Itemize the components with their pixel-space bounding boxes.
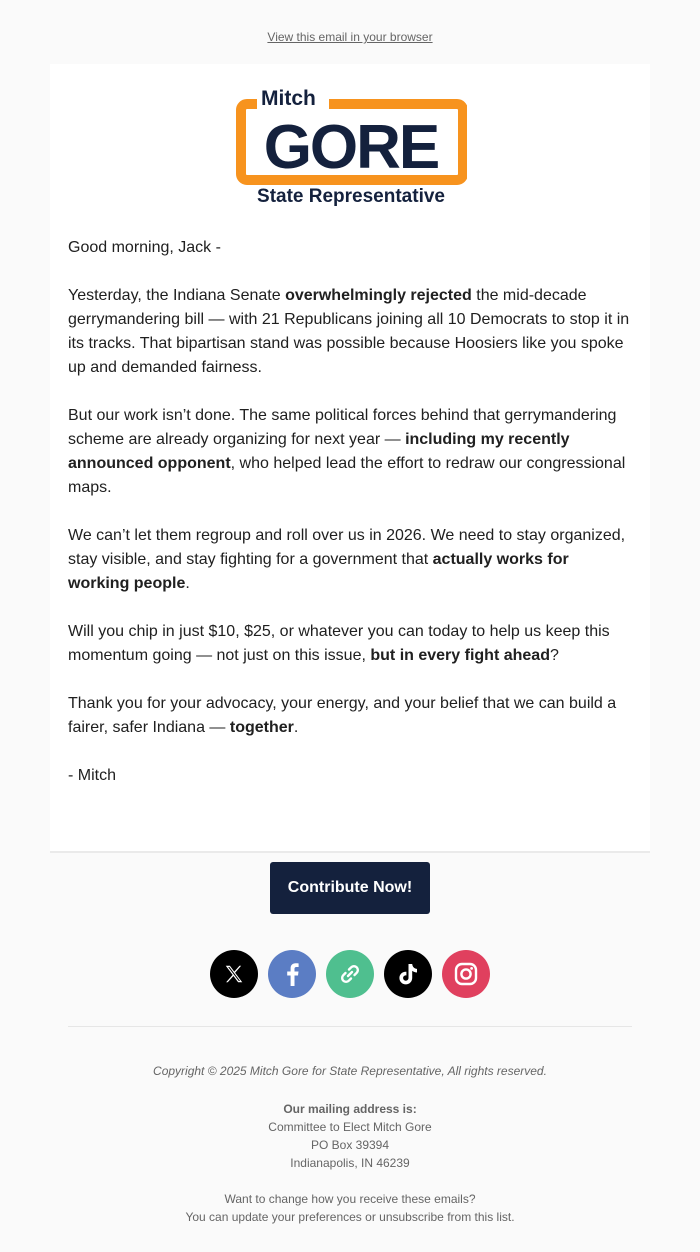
paragraph-5: Thank you for your advocacy, your energy, and your belief that we can build a fairer, safer Indiana — together. bbox=[68, 695, 617, 736]
instagram-icon[interactable] bbox=[442, 950, 490, 998]
campaign-logo bbox=[235, 86, 467, 208]
social-links bbox=[0, 950, 700, 998]
view-in-browser-link[interactable]: View this email in your browser bbox=[267, 30, 433, 44]
signoff: - Mitch bbox=[68, 767, 116, 784]
mailing-address-title: Our mailing address is: bbox=[283, 1102, 417, 1116]
email-body bbox=[68, 236, 633, 812]
preheader bbox=[0, 0, 700, 64]
logo-last-name: GORE bbox=[263, 113, 439, 182]
cta-section bbox=[0, 862, 700, 914]
facebook-icon[interactable] bbox=[268, 950, 316, 998]
contribute-button[interactable]: Contribute Now! bbox=[270, 862, 430, 914]
update-preferences-link[interactable]: update your preferences bbox=[231, 1210, 362, 1224]
paragraph-1: Yesterday, the Indiana Senate overwhelmingly rejected the mid-decade gerrymandering bill — with 21 Republicans joining all 10 Democrats to stop it in its tracks. That bipartisan stand was possible because Hoosiers like you spoke up and demanded fairness. bbox=[68, 287, 630, 376]
greeting: Good morning, Jack - bbox=[68, 239, 221, 256]
x-icon[interactable] bbox=[210, 950, 258, 998]
footer bbox=[0, 1062, 700, 1226]
email-card bbox=[50, 64, 650, 853]
paragraph-3: We can’t let them regroup and roll over us in 2026. We need to stay organized, stay visible, and stay fighting for a government that actually works for working people. bbox=[68, 527, 626, 592]
logo-subtitle: State Representative bbox=[257, 186, 445, 207]
copyright-text: Copyright © 2025 Mitch Gore for State Representative, All rights reserved. bbox=[153, 1064, 547, 1078]
address-line-2: PO Box 39394 bbox=[310, 1138, 390, 1152]
logo-first-name: Mitch bbox=[261, 87, 316, 110]
footer-divider bbox=[68, 1026, 632, 1027]
paragraph-4: Will you chip in just $10, $25, or whatever you can today to help us keep this momentum going — not just on this issue, but in every fight ahead? bbox=[68, 623, 610, 664]
tiktok-icon[interactable] bbox=[384, 950, 432, 998]
address-line-3: Indianapolis, IN 46239 bbox=[290, 1156, 410, 1170]
paragraph-2: But our work isn’t done. The same political forces behind that gerrymandering scheme are already organizing for next year — including my recently announced opponent, who helped lead the effort to redraw our congressional maps. bbox=[68, 407, 626, 496]
address-line-1: Committee to Elect Mitch Gore bbox=[268, 1120, 432, 1134]
preferences-line: You can update your preferences or unsubscribe from this list. bbox=[185, 1210, 515, 1224]
change-preferences-text: Want to change how you receive these emails? bbox=[224, 1192, 476, 1206]
link-icon[interactable] bbox=[326, 950, 374, 998]
